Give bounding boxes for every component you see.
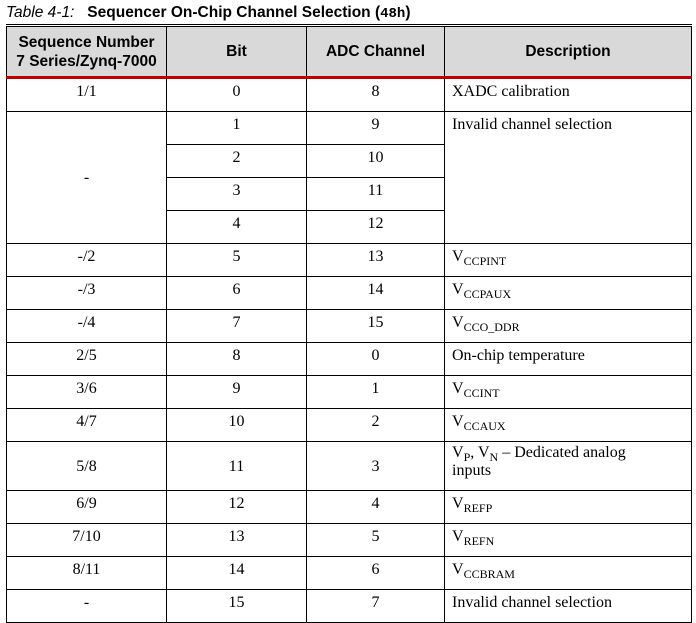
voltage-symbol: V (452, 281, 464, 298)
voltage-subscript: P (463, 450, 471, 464)
cell-bit: 15 (167, 590, 307, 623)
table-row (7, 590, 692, 623)
cell-adc: 7 (307, 590, 445, 623)
table-row (7, 557, 692, 590)
header-bit: Bit (167, 27, 307, 78)
table-row (7, 277, 692, 310)
voltage-subscript: REFP (463, 501, 493, 515)
table-row (7, 409, 692, 442)
cell-adc: 14 (307, 277, 445, 310)
voltage-symbol: V (452, 561, 464, 578)
cell-adc: 11 (307, 178, 445, 211)
cell-adc: 4 (307, 491, 445, 524)
table-row (7, 491, 692, 524)
cell-description: Invalid channel selection (445, 590, 692, 623)
cell-bit: 9 (167, 376, 307, 409)
voltage-subscript: CCAUX (463, 419, 506, 433)
cell-description (445, 376, 692, 409)
cell-bit: 5 (167, 244, 307, 277)
cell-adc: 6 (307, 557, 445, 590)
table-row (7, 244, 692, 277)
voltage-symbol: V (452, 444, 464, 461)
cell-sequence: 8/11 (7, 557, 167, 590)
cell-sequence: 4/7 (7, 409, 167, 442)
cell-bit: 10 (167, 409, 307, 442)
table-row (7, 524, 692, 557)
cell-bit: 6 (167, 277, 307, 310)
cell-sequence: 3/6 (7, 376, 167, 409)
cell-bit: 3 (167, 178, 307, 211)
header-seq-line2: 7 Series/Zynq-7000 (16, 52, 157, 70)
voltage-subscript: CCBRAM (463, 567, 515, 581)
caption-label: Table 4-1: (6, 4, 75, 21)
caption-title: Sequencer On-Chip Channel Selection ( (87, 4, 381, 21)
voltage-subscript: CCPINT (463, 254, 507, 268)
cell-bit: 7 (167, 310, 307, 343)
cell-sequence: 7/10 (7, 524, 167, 557)
table-row (7, 343, 692, 376)
cell-sequence: 6/9 (7, 491, 167, 524)
cell-bit: 12 (167, 491, 307, 524)
voltage-subscript: CCO_DDR (463, 320, 520, 334)
cell-adc: 0 (307, 343, 445, 376)
cell-sequence: 1/1 (7, 78, 167, 112)
cell-description: On-chip temperature (445, 343, 692, 376)
voltage-symbol: V (452, 380, 464, 397)
cell-bit: 2 (167, 145, 307, 178)
cell-description (445, 442, 692, 491)
cell-bit: 8 (167, 343, 307, 376)
caption-rule (6, 24, 692, 25)
voltage-subscript: CCINT (463, 386, 500, 400)
caption-close: ) (405, 4, 411, 21)
cell-adc: 1 (307, 376, 445, 409)
cell-sequence: -/2 (7, 244, 167, 277)
cell-sequence: - (7, 112, 167, 244)
voltage-symbol: V (452, 248, 464, 265)
header-seq-line1: Sequence Number (18, 33, 155, 51)
cell-adc: 10 (307, 145, 445, 178)
cell-adc: 3 (307, 442, 445, 491)
voltage-symbol: V (477, 444, 490, 461)
table-row (7, 376, 692, 409)
cell-adc: 8 (307, 78, 445, 112)
voltage-subscript: REFN (463, 534, 495, 548)
table-header-row (7, 27, 692, 78)
cell-adc: 13 (307, 244, 445, 277)
cell-adc: 2 (307, 409, 445, 442)
header-description: Description (445, 27, 692, 78)
cell-adc: 12 (307, 211, 445, 244)
cell-description (445, 557, 692, 590)
cell-description (445, 491, 692, 524)
cell-bit: 0 (167, 78, 307, 112)
header-adc-channel: ADC Channel (307, 27, 445, 78)
cell-sequence: 5/8 (7, 442, 167, 491)
voltage-subscript: N (489, 450, 499, 464)
cell-bit: 4 (167, 211, 307, 244)
cell-description (445, 277, 692, 310)
cell-adc: 15 (307, 310, 445, 343)
channel-selection-table (6, 26, 692, 623)
caption-register: 48h (380, 6, 406, 22)
cell-description (445, 524, 692, 557)
table-row (7, 112, 692, 145)
cell-bit: 1 (167, 112, 307, 145)
table-row (7, 310, 692, 343)
table-caption (6, 4, 692, 24)
voltage-symbol: V (452, 413, 464, 430)
voltage-subscript: CCPAUX (463, 287, 512, 301)
header-sequence-number (7, 27, 167, 78)
cell-bit: 14 (167, 557, 307, 590)
cell-description (445, 244, 692, 277)
cell-description: Invalid channel selection (445, 112, 692, 244)
table-row (7, 78, 692, 112)
cell-sequence: -/4 (7, 310, 167, 343)
cell-description: XADC calibration (445, 78, 692, 112)
cell-bit: 13 (167, 524, 307, 557)
cell-description (445, 409, 692, 442)
voltage-symbol: V (452, 528, 464, 545)
table-row (7, 442, 692, 491)
cell-adc: 9 (307, 112, 445, 145)
cell-sequence: -/3 (7, 277, 167, 310)
cell-adc: 5 (307, 524, 445, 557)
cell-bit: 11 (167, 442, 307, 491)
cell-sequence: - (7, 590, 167, 623)
voltage-symbol: V (452, 314, 464, 331)
cell-sequence: 2/5 (7, 343, 167, 376)
desc-separator: , (470, 444, 478, 461)
desc-text-line2: inputs (452, 462, 492, 479)
desc-text: – Dedicated analog (498, 444, 626, 461)
voltage-symbol: V (452, 495, 464, 512)
cell-description (445, 310, 692, 343)
